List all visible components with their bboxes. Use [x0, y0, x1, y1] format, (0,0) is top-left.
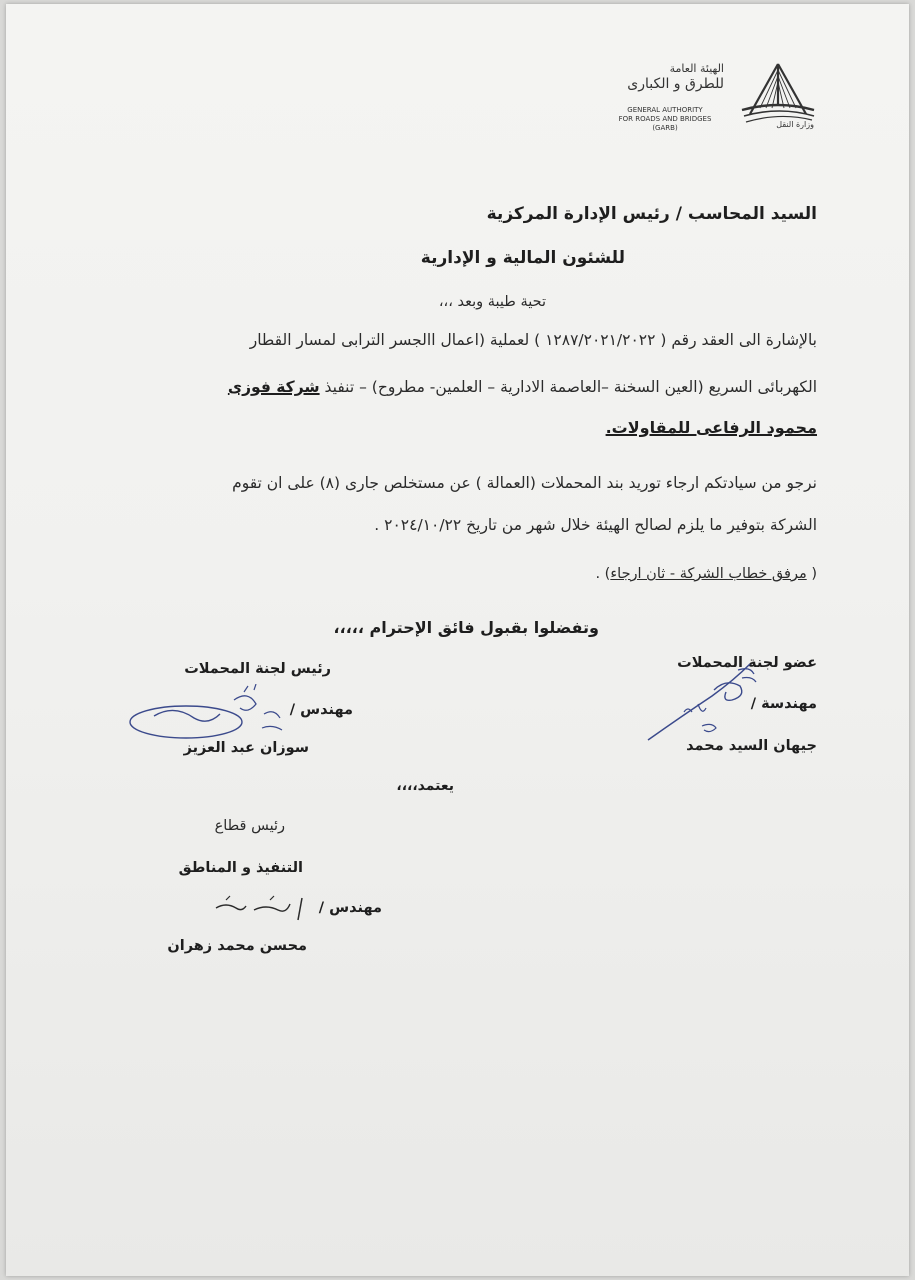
left-signatory-name: سوزان عبد العزيز: [183, 740, 309, 756]
logo-english-line2: FOR ROADS AND BRIDGES: [618, 115, 712, 123]
logo-arabic-line1: الهيئة العامة: [669, 62, 724, 75]
approval-name: محسن محمد زهران: [167, 938, 307, 954]
right-signatory-name: جيهان السيد محمد: [686, 738, 817, 754]
attachment-close-paren: ) .: [595, 566, 611, 582]
paragraph2-line1: نرجو من سيادتكم ارجاء توريد بند المحملات (العمالة ) عن مستخلص جارى (٨) على ان تقوم: [232, 474, 817, 492]
paragraph1-line2: [228, 378, 817, 396]
right-signatory-label: مهندسة /: [750, 696, 817, 712]
approval-engineer-label: مهندس /: [318, 900, 382, 916]
contractor-name-part2: محمود الرفاعى للمقاولات.: [605, 418, 817, 437]
logo-english-line1: GENERAL AUTHORITY: [627, 106, 703, 114]
approval-title2: التنفيذ و المناطق: [178, 860, 303, 876]
left-signatory-title: رئيس لجنة المحملات: [184, 661, 331, 677]
addressee-line2: للشئون المالية و الإدارية: [420, 248, 625, 268]
paragraph1-line1: بالإشارة الى العقد رقم ( ١٢٨٧/٢٠٢١/٢٠٢٢ ) لعملية (اعمال االجسر الترابى لمسار القطار: [249, 331, 817, 349]
document-page: [6, 4, 909, 1276]
attachment-text: مرفق خطاب الشركة - ثان ارجاء: [610, 566, 807, 582]
left-signatory-label: مهندس /: [289, 702, 353, 718]
contractor-name-part1: شركة فوزى: [227, 378, 320, 396]
approval-label: يعتمد،،،،: [396, 778, 454, 794]
paragraph2-line2: الشركة بتوفير ما يلزم لصالح الهيئة خلال شهر من تاريخ ٢٠٢٤/١٠/٢٢ .: [374, 516, 817, 534]
logo-english-line3: (GARB): [652, 124, 678, 132]
addressee-line1: السيد المحاسب / رئيس الإدارة المركزية: [486, 204, 817, 224]
left-signature-scribble: [124, 684, 294, 746]
logo-english-text: [606, 106, 724, 133]
logo-ministry-text: وزارة النقل: [776, 120, 814, 129]
attachment-note: [595, 566, 817, 582]
greeting: تحية طيبة وبعد ،،،: [438, 294, 546, 310]
right-signatory-title: عضو لجنة المحملات: [677, 655, 817, 671]
letterhead-logo: [606, 62, 816, 140]
logo-arabic-line2: للطرق و الكبارى: [627, 76, 724, 92]
attachment-open-paren: (: [806, 566, 817, 582]
closing-line: وتفضلوا بقبول فائق الإحترام ،،،،،: [333, 618, 599, 637]
approval-title1: رئيس قطاع: [214, 818, 285, 834]
paragraph1-line2-text: الكهربائى السريع (العين السخنة –العاصمة الادارية – العلمين- مطروح) – تنفيذ: [319, 378, 817, 396]
approval-signature-scribble: [206, 894, 316, 924]
